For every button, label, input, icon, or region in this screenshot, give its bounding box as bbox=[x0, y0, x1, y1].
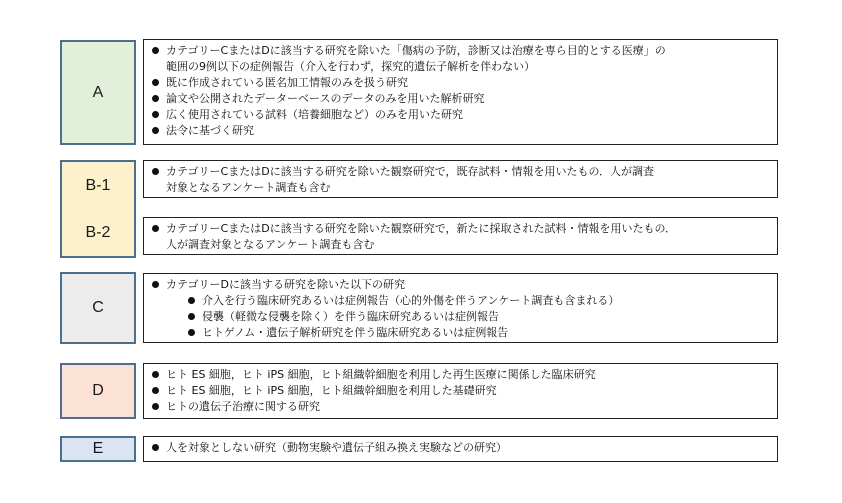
category-a-label-box bbox=[60, 40, 136, 145]
sub-list-item: ヒトゲノム・遺伝子解析研究を伴う臨床研究あるいは症例報告 bbox=[186, 325, 771, 341]
category-c-label-box bbox=[60, 272, 136, 344]
category-d-description bbox=[143, 363, 778, 419]
list-item: ヒト ES 細胞，ヒト iPS 細胞，ヒト組織幹細胞を利用した再生医療に関係した臨床研究 bbox=[150, 367, 771, 383]
list-item: カテゴリーCまたはDに該当する研究を除いた観察研究で，新たに採取された試料・情報を用いたもの． bbox=[150, 221, 771, 237]
list-item: ヒトの遺伝子治療に関する研究 bbox=[150, 399, 771, 415]
sub-list-item: 介入を行う臨床研究あるいは症例報告（心的外傷を伴うアンケート調査も含まれる） bbox=[186, 293, 771, 309]
category-d-label: D bbox=[92, 382, 104, 399]
category-b2-description bbox=[143, 217, 778, 255]
list-item: カテゴリーDに該当する研究を除いた以下の研究 bbox=[150, 277, 771, 293]
list-item: 論文や公開されたデーターベースのデータのみを用いた解析研究 bbox=[150, 91, 771, 107]
list-item-continuation: 人が調査対象となるアンケート調査も含む bbox=[166, 238, 375, 251]
category-a-label: A bbox=[92, 83, 104, 101]
category-b1-description bbox=[143, 160, 778, 198]
list-item: カテゴリーCまたはDに該当する研究を除いた観察研究で，既存試料・情報を用いたもの．人が調査 bbox=[150, 164, 771, 180]
list-item-continuation: 範囲の9例以下の症例報告（介入を行わず，探究的遺伝子解析を伴わない） bbox=[166, 60, 536, 73]
category-e-label: E bbox=[92, 440, 104, 457]
category-e-description bbox=[143, 436, 778, 462]
category-c-label: C bbox=[92, 299, 104, 316]
sub-list-item: 侵襲（軽微な侵襲を除く）を伴う臨床研究あるいは症例報告 bbox=[186, 309, 771, 325]
list-item: 人を対象としない研究（動物実験や遺伝子組み換え実験などの研究） bbox=[150, 440, 771, 456]
list-item: 法令に基づく研究 bbox=[150, 123, 771, 139]
category-b2-label: B-2 bbox=[85, 223, 111, 241]
list-item: カテゴリーCまたはDに該当する研究を除いた「傷病の予防，診断又は治療を専ら目的とする医療」の bbox=[150, 43, 771, 59]
category-b-label-box bbox=[60, 160, 136, 258]
category-d-label-box bbox=[60, 363, 136, 419]
category-e-label-box bbox=[60, 436, 136, 462]
list-item-continuation: 対象となるアンケート調査も含む bbox=[166, 181, 331, 194]
category-c-description bbox=[143, 273, 778, 343]
list-item: ヒト ES 細胞，ヒト iPS 細胞，ヒト組織幹細胞を利用した基礎研究 bbox=[150, 383, 771, 399]
list-item: 広く使用されている試料（培養細胞など）のみを用いた研究 bbox=[150, 107, 771, 123]
category-a-description bbox=[143, 39, 778, 145]
list-item: 既に作成されている匿名加工情報のみを扱う研究 bbox=[150, 75, 771, 91]
category-b1-label: B-1 bbox=[85, 176, 111, 194]
